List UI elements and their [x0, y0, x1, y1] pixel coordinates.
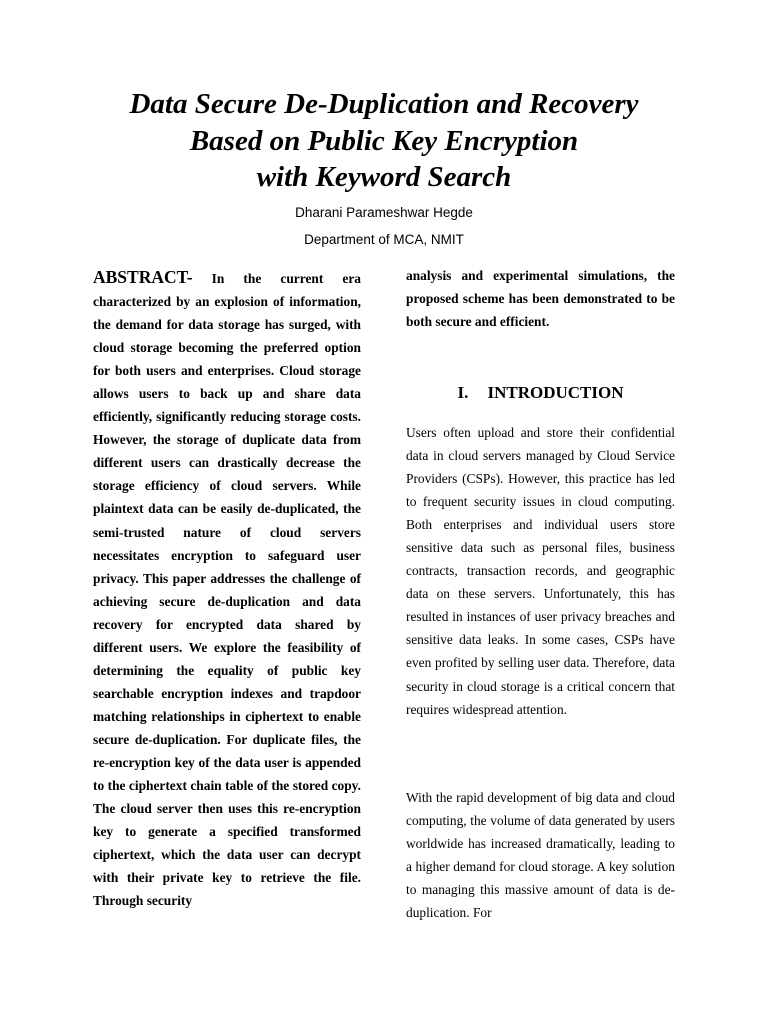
title-line-3: with Keyword Search — [256, 161, 512, 193]
abstract-text: In the current era characterized by an explosion of information, the demand for data storage has surged, with cloud storage becoming the preferred option for both users and enterprises. Cloud storage allows users to back up and share data efficiently, significantly reducing storage costs. However, the storage of duplicate data from different users can drastically decrease the storage efficiency of cloud servers. While plaintext data can be easily de-duplicated, the semi-trusted nature of cloud servers necessitates encryption to safeguard user privacy. This paper addresses the challenge of achieving secure de-duplication and data recovery for encrypted data shared by different users. We explore the feasibility of determining the equality of public key searchable encryption indexes and trapdoor matching relationships in ciphertext to enable secure de-duplication. For duplicate files, the re-encryption key of the data user is appended to the ciphertext chain table of the stored copy. The cloud server then uses this re-encryption key to generate a specified transformed ciphertext, which the data user can decrypt with their private key to retrieve the file. Through security — [93, 271, 361, 909]
author-name: Dharani Parameshwar Hegde — [295, 205, 473, 220]
title-line-1: Data Secure De-Duplication and Recovery — [129, 88, 639, 120]
section-heading-introduction — [406, 383, 675, 403]
abstract-body — [93, 266, 361, 912]
section-number: I. — [457, 383, 469, 402]
paper-title — [60, 86, 708, 196]
section-title: INTRODUCTION — [487, 383, 624, 402]
title-line-2: Based on Public Key Encryption — [189, 124, 579, 157]
introduction-paragraph-1: Users often upload and store their confidential data in cloud servers managed by Cloud Service Providers (CSPs). However, this practice has led to frequent security issues in cloud computing. Both enterprises and individual users store sensitive data such as personal files, business contracts, transaction records, and geographic data on these servers. Unfortunately, this has resulted in instances of user privacy breaches and sensitive data leaks. In some cases, CSPs have even profited by selling user data. Therefore, data security in cloud storage is a critical concern that requires widespread attention. — [406, 425, 675, 717]
abstract-continuation: analysis and experimental simulations, the proposed scheme has been demonstrated to be both secure and efficient. — [406, 268, 675, 330]
introduction-paragraph-2: With the rapid development of big data and cloud computing, the volume of data generated by users worldwide has increased dramatically, leading to a higher demand for cloud storage. A key solution to managing this massive amount of data is de-duplication. For — [406, 790, 675, 921]
author-affiliation: Department of MCA, NMIT — [304, 232, 464, 247]
abstract-label: ABSTRACT- — [93, 267, 193, 287]
